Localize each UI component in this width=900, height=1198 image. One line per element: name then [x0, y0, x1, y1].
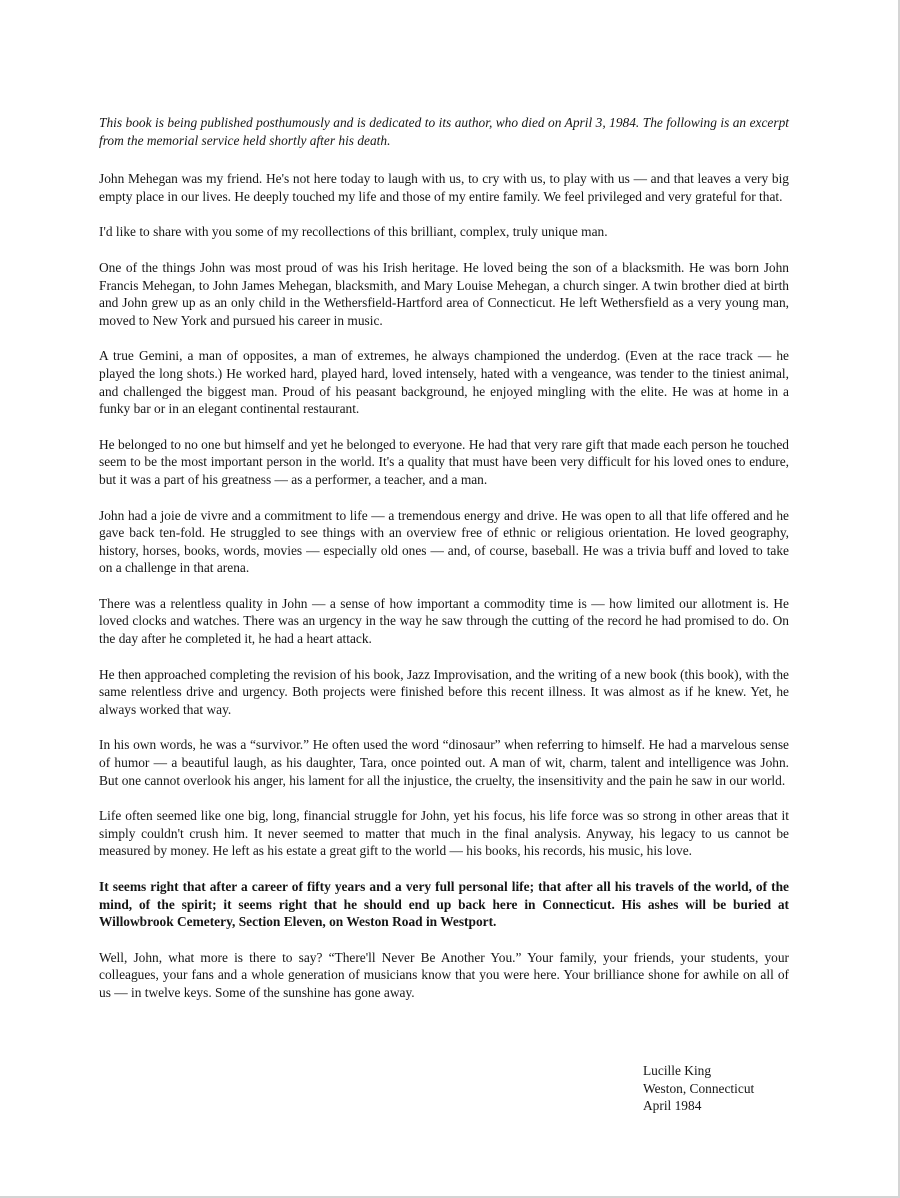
- signature-block: [643, 1062, 754, 1115]
- paragraph-friend: John Mehegan was my friend. He's not here today to laugh with us, to cry with us, to play with us — and that leaves a very big empty place in our lives. He deeply touched my life and those of my entire family. We feel privileged and very grateful for that.: [99, 171, 789, 204]
- paragraph-relentless: There was a relentless quality in John — a sense of how important a commodity time is — how limited our allotment is. He loved clocks and watches. There was an urgency in the way he saw through the cutting of the record he had promised to do. On the day after he completed it, he had a heart attack.: [99, 595, 789, 647]
- paragraph-belonged: He belonged to no one but himself and yet he belonged to everyone. He had that very rare gift that made each person he touched seem to be the most important person in the world. It's a quality that must have been very difficult for his loved ones to endure, but it was a part of his greatness — as a performer, a teacher, and a man.: [99, 436, 789, 487]
- paragraph-gemini: A true Gemini, a man of opposites, a man of extremes, he always championed the underdog. (Even at the race track — he played the long shots.) He worked hard, played hard, loved intensely, hated with a vengeance, was tender to the tiniest animal, and challenged the biggest man. Proud of his peasant background, he enjoyed mingling with the elite. He was at home in a funky bar or in an elegant continental restaurant.: [99, 348, 789, 417]
- document-body: [99, 114, 789, 1020]
- paragraph-survivor: In his own words, he was a “survivor.” He often used the word “dinosaur” when referring to himself. He had a marvelous sense of humor — a beautiful laugh, as his daughter, Tara, once pointed out. A man of wit, charm, talent and intelligence was John. But one cannot overlook his anger, his lament for all the injustice, the cruelty, the insensitivity and the pain he saw in our world.: [99, 737, 789, 788]
- paragraph-revision: He then approached completing the revision of his book, Jazz Improvisation, and the writing of a new book (this book), with the same relentless drive and urgency. Both projects were finished before this recent illness. It was almost as if he knew. Yet, he always worked that way.: [99, 666, 789, 717]
- paragraph-burial: It seems right that after a career of fifty years and a very full personal life; that after all his travels of the world, of the mind, of the spirit; it seems right that he should end up back here in Connecticut. His ashes will be buried at Willowbrook Cemetery, Section Eleven, on Weston Road in Westport.: [99, 879, 789, 930]
- paragraph-heritage: One of the things John was most proud of was his Irish heritage. He loved being the son of a blacksmith. He was born John Francis Mehegan, to John James Mehegan, blacksmith, and Mary Louise Mehegan, a church singer. A twin brother died at birth and John grew up as an only child in the Wethersfield-Hartford area of Connecticut. He left Wethersfield as a very young man, moved to New York and pursued his career in music.: [99, 259, 789, 328]
- signature-place: Weston, Connecticut: [643, 1080, 755, 1096]
- paragraph-farewell: Well, John, what more is there to say? “There'll Never Be Another You.” Your family, your friends, your students, your colleagues, your fans and a whole generation of musicians know that you were here. Your brilliance shone for awhile on all of us — in twelve keys. Some of the sunshine has gone away.: [99, 949, 789, 1000]
- dedication-note: This book is being published posthumously and is dedicated to its author, who died on April 3, 1984. The following is an excerpt from the memorial service held shortly after his death.: [99, 115, 789, 148]
- signature-name: Lucille King: [643, 1063, 712, 1078]
- paragraph-recollections: I'd like to share with you some of my recollections of this brilliant, complex, truly unique man.: [99, 224, 608, 240]
- paragraph-struggle: Life often seemed like one big, long, financial struggle for John, yet his focus, his life force was so strong in other areas that it simply couldn't crush him. It never seemed to matter that much in the final analysis. Anyway, his legacy to us cannot be measured by money. He left as his estate a great gift to the world — his books, his records, his music, his love.: [99, 808, 789, 859]
- paragraph-joie-de-vivre: John had a joie de vivre and a commitment to life — a tremendous energy and drive. He was open to all that life offered and he gave back ten-fold. He struggled to see things with an overview free of ethnic or religious orientation. He loved geography, history, horses, books, words, movies — especially old ones — and, of course, baseball. He was a trivia buff and loved to take on a challenge in that arena.: [99, 507, 789, 576]
- signature-date: April 1984: [643, 1098, 702, 1113]
